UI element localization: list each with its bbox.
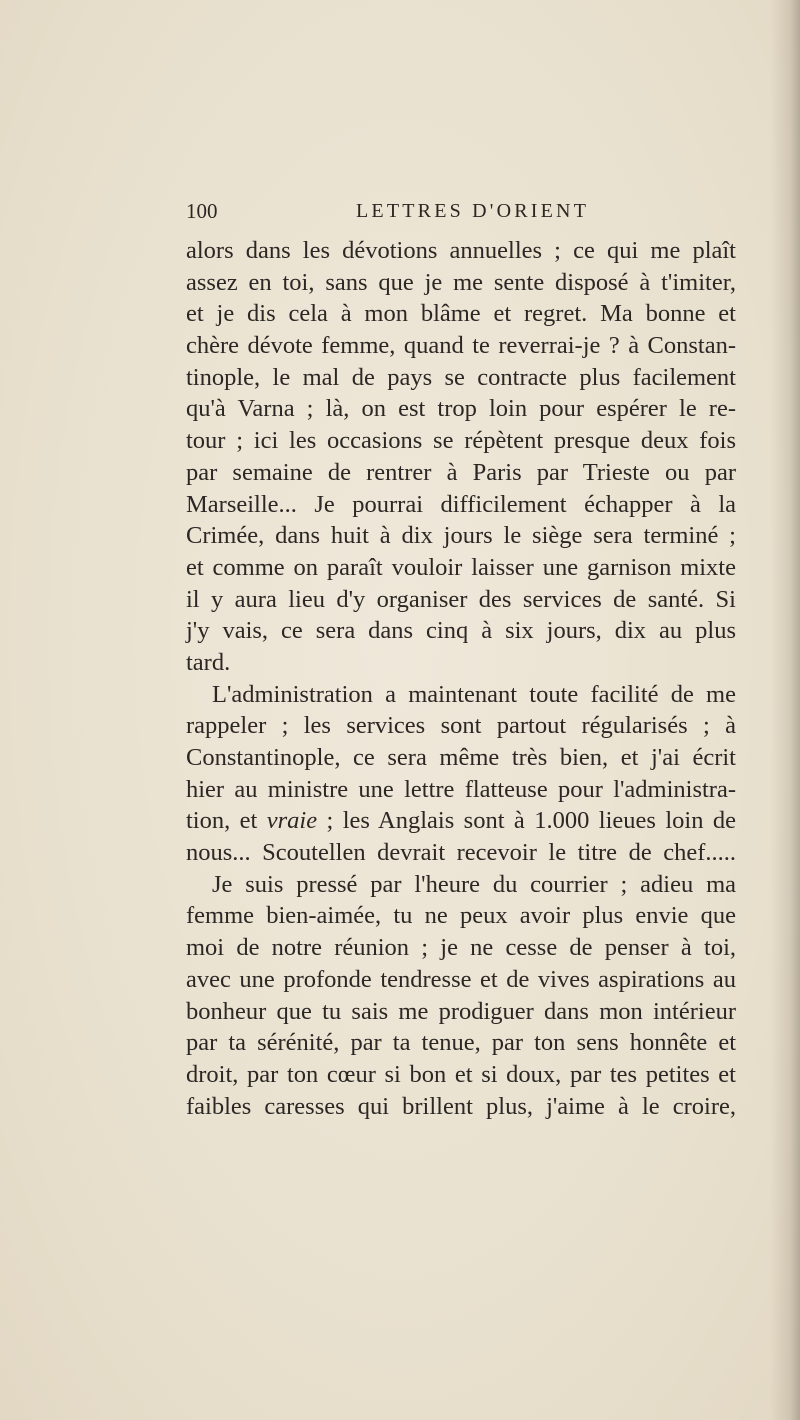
text-line: L'administration a maintenant toute facilité de me [212, 680, 736, 708]
running-head [186, 196, 736, 226]
text-line: qu'à Varna ; là, on est trop loin pour espérer le re- [186, 395, 736, 423]
text-line: tard. [186, 648, 231, 676]
text-line: tour ; ici les occasions se répètent presque deux fois [186, 427, 736, 455]
text-line: et comme on paraît vouloir laisser une garnison mixte [186, 553, 736, 581]
text-line: Constantinople, ce sera même très bien, et j'ai écrit [186, 744, 736, 771]
page-number: 100 [186, 199, 218, 223]
text-line: Crimée, dans huit à dix jours le siège sera terminé ; [186, 522, 736, 550]
text-line: avec une profonde tendresse et de vives aspirations au [186, 965, 736, 993]
text-line: droit, par ton cœur si bon et si doux, par tes petites et [186, 1060, 736, 1088]
text-line: par semaine de rentrer à Paris par Trieste ou par [186, 458, 736, 486]
text-line: alors dans les dévotions annuelles ; ce qui me plaît [186, 237, 736, 264]
text-line: tinople, le mal de pays se contracte plus facilement [186, 363, 736, 391]
text-line: et je dis cela à mon blâme et regret. Ma bonne et [186, 300, 736, 328]
text-line: bonheur que tu sais me prodiguer dans mon intérieur [186, 997, 736, 1025]
text-line: rappeler ; les services sont partout régularisés ; à [186, 712, 736, 740]
italic-word: vraie [266, 807, 318, 835]
text-line: par ta sérénité, par ta tenue, par ton sens honnête et [186, 1029, 736, 1057]
text-line: assez en toi, sans que je me sente disposé à t'imiter, [186, 268, 736, 296]
text-line: moi de notre réunion ; je ne cesse de penser à toi, [186, 934, 736, 962]
text-line: Marseille... Je pourrai difficilement échapper à la [186, 490, 736, 518]
body-text [186, 235, 736, 1122]
text-line: chère dévote femme, quand te reverrai-je ? à Constan- [186, 332, 736, 360]
text-line: Je suis pressé par l'heure du courrier ; adieu ma [212, 870, 736, 898]
text-line: nous... Scoutellen devrait recevoir le titre de chef..... [186, 839, 736, 867]
text-line: il y aura lieu d'y organiser des services de santé. Si [186, 585, 736, 613]
text-line: j'y vais, ce sera dans cinq à six jours, dix au plus [186, 617, 736, 645]
text-line: faibles caresses qui brillent plus, j'aime à le croire, [186, 1092, 736, 1120]
text-line-with-italic [186, 805, 736, 837]
running-title: LETTRES D'ORIENT [356, 200, 590, 222]
text-line: femme bien-aimée, tu ne peux avoir plus envie que [186, 902, 736, 930]
text-segment: ; les Anglais sont à 1.000 lieues loin de [317, 807, 736, 835]
text-line: hier au ministre une lettre flatteuse pour l'administra- [186, 775, 736, 803]
text-segment: tion, et [186, 807, 267, 835]
